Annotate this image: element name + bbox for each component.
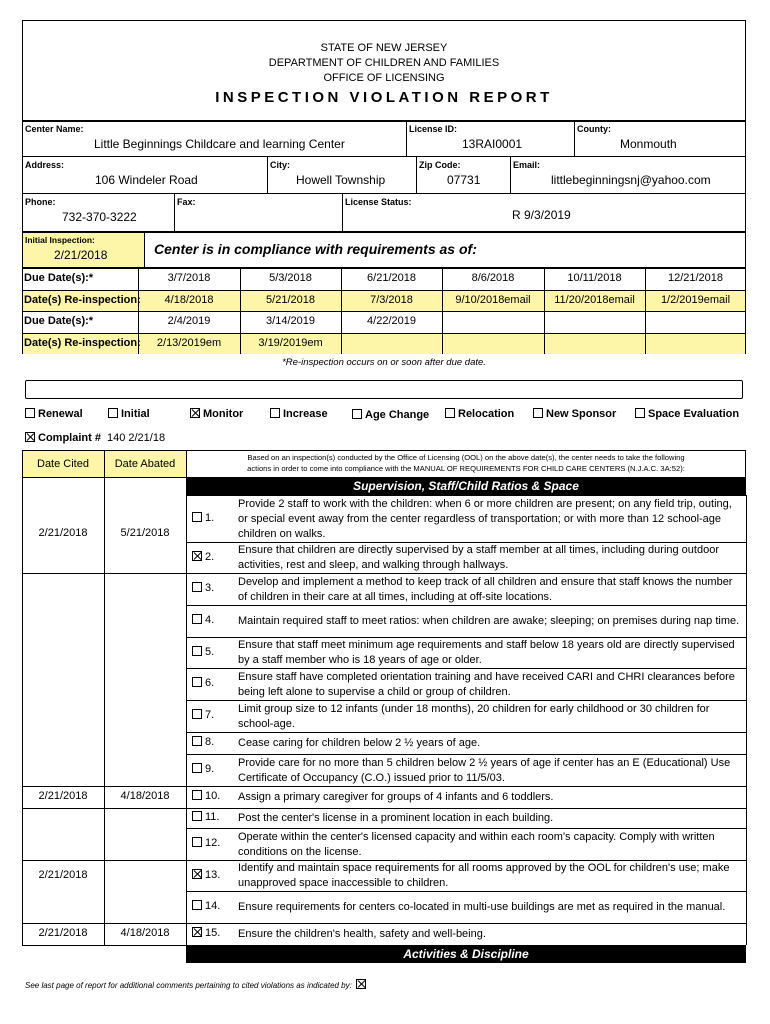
county-value: Monmouth xyxy=(620,137,677,151)
violation-checkbox-cell[interactable] xyxy=(192,582,214,594)
department-line: DEPARTMENT OF CHILDREN AND FAMILIES xyxy=(268,57,500,69)
violation-checkbox[interactable] xyxy=(192,790,202,800)
violation-checkbox-cell[interactable] xyxy=(192,677,214,689)
complaint-checkbox[interactable] xyxy=(25,432,35,442)
violation-checkbox[interactable] xyxy=(192,837,202,847)
violation-requirement-text: Ensure that children are directly supervised by a staff member at all times, including during outdoor activities, rest and sleep, and walking through hallways. xyxy=(238,544,719,571)
violation-number: 13. xyxy=(205,868,221,881)
violation-checkbox-cell[interactable] xyxy=(192,790,220,802)
date-cited-header: Date Cited xyxy=(37,458,89,470)
date-cited-cell: 2/21/2018 xyxy=(38,868,88,881)
renewal-checkbox[interactable] xyxy=(25,408,35,418)
type-relocation[interactable] xyxy=(445,408,514,420)
violation-requirement-text: Ensure the children's health, safety and well-being. xyxy=(238,928,486,940)
violation-checkbox-cell[interactable] xyxy=(192,837,220,849)
violation-checkbox-cell[interactable] xyxy=(192,709,214,721)
due-date-cell: 11/20/2018email xyxy=(554,293,635,306)
violation-number: 10. xyxy=(205,790,221,802)
date-cited-cell: 2/21/2018 xyxy=(38,927,88,939)
violation-requirement-text: Maintain required staff to meet ratios: when children are awake; sleeping; on premises during nap time. xyxy=(238,615,740,627)
fax-label: Fax: xyxy=(177,197,196,207)
violation-checkbox[interactable] xyxy=(192,677,202,687)
email-value: littlebeginningsnj@yahoo.com xyxy=(551,173,711,187)
violation-checkbox-cell[interactable] xyxy=(192,646,214,658)
type-renewal[interactable] xyxy=(25,408,83,420)
violation-checkbox[interactable] xyxy=(192,811,202,821)
violation-number: 8. xyxy=(205,736,215,748)
violation-checkbox[interactable] xyxy=(192,646,202,656)
violation-number: 4. xyxy=(205,614,215,626)
violation-number: 1. xyxy=(205,511,215,524)
intro-line-2: actions in order to come into compliance with the MANUAL OF REQUIREMENTS FOR CHILD CARE CENTERS (N.J.A.C. 3A:52): xyxy=(247,464,685,473)
age-change-checkbox[interactable] xyxy=(352,409,362,419)
increase-label: Increase xyxy=(283,408,328,420)
license-status-label: License Status: xyxy=(345,197,412,207)
violation-number: 2. xyxy=(205,550,215,563)
due-date-cell: 2/13/2019em xyxy=(156,336,222,349)
due-date-cell: 4/22/2019 xyxy=(367,315,416,327)
violation-number: 12. xyxy=(205,837,221,849)
address-label: Address: xyxy=(25,160,65,170)
due-date-cell: 1/2/2019email xyxy=(660,293,731,306)
violation-requirement-text: Assign a primary caregiver for groups of 4 infants and 6 toddlers. xyxy=(238,791,554,803)
footer-check-icon xyxy=(356,979,366,989)
relocation-label: Relocation xyxy=(458,408,515,420)
violation-requirement-text: Operate within the center's licensed capacity and within each room's capacity. Comply with written conditions on the license. xyxy=(238,830,715,858)
violation-checkbox-cell[interactable] xyxy=(192,763,214,775)
section-supervision-banner: Supervision, Staff/Child Ratios & Space xyxy=(186,478,746,495)
violation-checkbox[interactable] xyxy=(192,900,202,910)
violation-checkbox[interactable] xyxy=(192,763,202,773)
zip-label: Zip Code: xyxy=(419,160,461,170)
violation-checkbox[interactable] xyxy=(192,551,202,561)
due-row-label: Date(s) Re-inspection: xyxy=(24,293,141,306)
violation-number: 14. xyxy=(205,900,221,912)
county-label: County: xyxy=(577,124,611,134)
violation-checkbox-cell[interactable] xyxy=(192,614,214,626)
violation-requirement-text: Post the center's license in a prominent location in each building. xyxy=(238,812,554,824)
age-change-label: Age Change xyxy=(365,409,430,421)
due-date-cell: 5/3/2018 xyxy=(269,272,312,284)
due-row-label: Date(s) Re-inspection: xyxy=(24,336,141,349)
license-status-value: R 9/3/2019 xyxy=(512,208,571,222)
due-date-cell: 9/10/2018email xyxy=(455,293,531,306)
violation-requirement-text: Ensure requirements for centers co-located in multi-use buildings are met as required in the manual. xyxy=(238,901,726,913)
zip-value: 07731 xyxy=(447,173,481,187)
violation-number: 5. xyxy=(205,645,215,658)
phone-value: 732-370-3222 xyxy=(62,210,137,224)
relocation-checkbox[interactable] xyxy=(445,408,455,418)
violation-requirement-text: Develop and implement a method to keep track of all children and ensure that staff knows the number of children in their care at all times, including at off-site locations. xyxy=(238,575,733,603)
date-cited-cell: 2/21/2018 xyxy=(38,527,88,539)
due-date-cell: 2/4/2019 xyxy=(167,315,211,327)
violation-checkbox[interactable] xyxy=(192,927,202,937)
violation-requirement-text: Ensure that staff meet minimum age requirements and staff below 18 years old are directly supervised by a staff member who is 18 years of age or older. xyxy=(238,639,735,666)
city-value: Howell Township xyxy=(296,173,386,187)
phone-label: Phone: xyxy=(25,197,56,207)
due-row-label: Due Date(s):* xyxy=(24,272,94,284)
date-abated-cell: 5/21/2018 xyxy=(120,527,170,539)
violation-requirement-text: Identify and maintain space requirements for all rooms approved by the OOL for children's use; make unapproved space inaccessible to children. xyxy=(238,862,730,889)
violation-checkbox[interactable] xyxy=(192,614,202,624)
center-name-label: Center Name: xyxy=(25,124,84,134)
violation-number: 11. xyxy=(205,811,220,823)
new-sponsor-label: New Sponsor xyxy=(546,408,617,420)
monitor-checkbox[interactable] xyxy=(190,408,200,418)
space-evaluation-checkbox[interactable] xyxy=(635,408,645,418)
new-sponsor-checkbox[interactable] xyxy=(533,408,543,418)
license-id-value: 13RAI0001 xyxy=(462,137,523,151)
type-monitor[interactable] xyxy=(190,408,243,420)
violation-checkbox[interactable] xyxy=(192,512,202,522)
date-abated-cell: 4/18/2018 xyxy=(120,927,170,939)
violation-checkbox-cell[interactable] xyxy=(192,551,214,563)
violation-checkbox-cell[interactable] xyxy=(192,512,214,524)
type-complaint[interactable] xyxy=(25,432,165,444)
due-date-cell: 3/14/2019 xyxy=(266,315,315,327)
violation-checkbox-cell[interactable] xyxy=(192,900,220,912)
due-date-cell: 10/11/2018 xyxy=(567,272,622,284)
due-date-cell: 3/7/2018 xyxy=(167,272,211,284)
city-label: City: xyxy=(270,160,290,170)
type-initial[interactable] xyxy=(108,408,150,420)
violation-checkbox-cell[interactable] xyxy=(192,736,214,748)
section-activities-banner: Activities & Discipline xyxy=(186,945,746,963)
violation-requirement-text: Limit group size to 12 infants (under 18 months), 20 children for early childhood or 30 children for school-age. xyxy=(238,702,710,730)
due-date-cell: 8/6/2018 xyxy=(471,272,515,284)
initial-label: Initial xyxy=(121,408,150,420)
violation-number: 9. xyxy=(205,763,215,775)
type-increase[interactable] xyxy=(270,408,328,420)
type-space-evaluation[interactable] xyxy=(635,408,739,420)
violation-checkbox-cell[interactable] xyxy=(192,927,220,939)
due-row-label: Due Date(s):* xyxy=(24,315,94,327)
address-value: 106 Windeler Road xyxy=(95,173,198,187)
type-new-sponsor[interactable] xyxy=(533,408,616,420)
complaint-label: Complaint # xyxy=(38,432,101,444)
center-name-value: Little Beginnings Childcare and learning Center xyxy=(94,137,345,151)
date-abated-cell: 4/18/2018 xyxy=(120,790,170,802)
initial-inspection-label: Initial Inspection: xyxy=(25,235,95,245)
footer-note: See last page of report for additional comments pertaining to cited violations as indicated by: xyxy=(25,981,352,990)
inspection-type-strip xyxy=(25,380,743,399)
violation-checkbox-cell[interactable] xyxy=(192,811,219,823)
initial-checkbox[interactable] xyxy=(108,408,118,418)
footer-note-line xyxy=(25,979,366,990)
violation-requirement-text: Provide care for no more than 5 children below 2 ½ years of age if center has an E (Educational) Use Certificate of Occupancy (C.O.) issued prior to 11/5/03. xyxy=(238,756,731,784)
violation-number: 6. xyxy=(205,677,215,689)
due-date-cell: 6/21/2018 xyxy=(367,272,416,284)
due-date-cell: 12/21/2018 xyxy=(667,272,724,284)
due-date-cell: 7/3/2018 xyxy=(370,293,413,306)
violation-checkbox[interactable] xyxy=(192,709,202,719)
violation-requirement-text: Ensure staff have completed orientation training and have received CARI and CHRI clearances before being left alone to supervise a child or group of children. xyxy=(238,670,735,698)
office-line: OFFICE OF LICENSING xyxy=(323,72,445,84)
due-date-cell: 5/21/2018 xyxy=(266,293,315,306)
date-abated-header: Date Abated xyxy=(114,458,176,470)
license-id-label: License ID: xyxy=(409,124,458,134)
violation-requirement-text: Provide 2 staff to work with the children: when 6 or more children are present; on any field trip, outing, or special event away from the center regardless of transportation; or with more than 12 school-age children on walks. xyxy=(238,497,732,540)
violation-checkbox[interactable] xyxy=(192,736,202,746)
compliance-statement: Center is in compliance with requirements as of: xyxy=(154,241,477,257)
type-age-change[interactable] xyxy=(352,409,429,421)
violation-number: 15. xyxy=(205,927,221,939)
violation-checkbox-cell[interactable] xyxy=(192,869,220,881)
violation-requirement-text: Cease caring for children below 2 ½ years of age. xyxy=(238,737,481,749)
reinspection-note: *Re-inspection occurs on or soon after due date. xyxy=(282,357,486,368)
violation-checkbox[interactable] xyxy=(192,582,202,592)
increase-checkbox[interactable] xyxy=(270,408,280,418)
violation-number: 7. xyxy=(205,709,215,721)
monitor-label: Monitor xyxy=(203,408,244,420)
due-date-cell: 3/19/2019em xyxy=(258,336,323,349)
email-label: Email: xyxy=(513,160,541,170)
violation-checkbox[interactable] xyxy=(192,869,202,879)
report-title: INSPECTION VIOLATION REPORT xyxy=(215,89,553,106)
intro-line-1: Based on an inspection(s) conducted by the Office of Licensing (OOL) on the above date(s), the center needs to take the following xyxy=(247,453,685,462)
renewal-label: Renewal xyxy=(38,408,83,420)
date-cited-cell: 2/21/2018 xyxy=(38,790,88,802)
space-evaluation-label: Space Evaluation xyxy=(648,408,740,420)
violation-number: 3. xyxy=(205,582,215,594)
complaint-number: 140 2/21/18 xyxy=(106,432,166,444)
state-line: STATE OF NEW JERSEY xyxy=(320,42,448,54)
due-date-cell: 4/18/2018 xyxy=(164,293,214,306)
initial-inspection-date: 2/21/2018 xyxy=(54,248,108,262)
